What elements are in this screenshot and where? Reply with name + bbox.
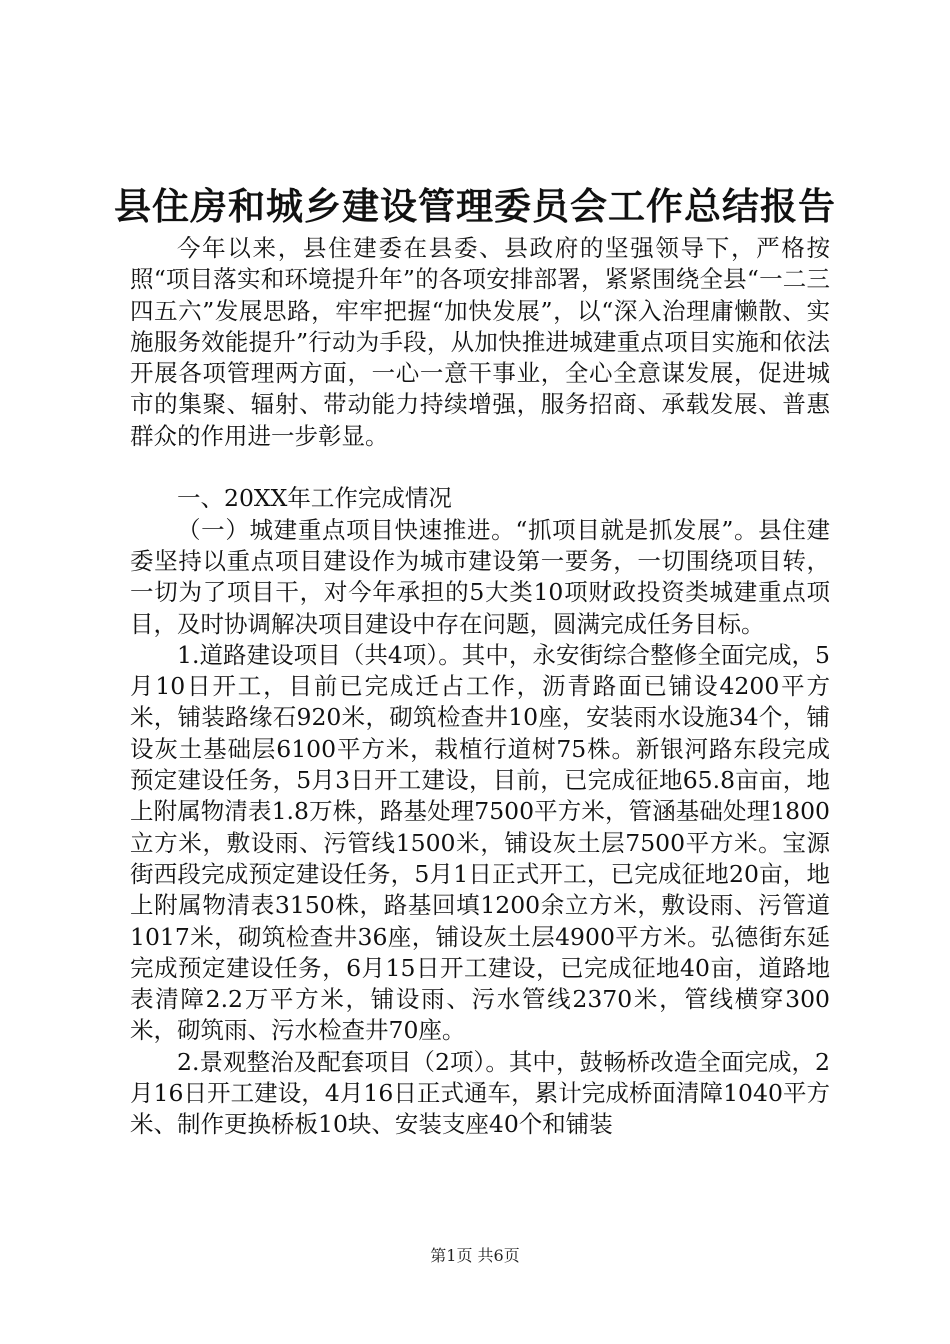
road-projects-paragraph: 1.道路建设项目（共4项）。其中，永安街综合整修全面完成，5月10日开工，目前已完成迁占工作，沥青路面已铺设4200平方米，铺装路缘石920米，砌筑检查井10座，安装雨水设施34个，铺设灰土基础层6100平方米，栽植行道树75株。新银河路东段完成预定建设任务，5月3日开工建设，目前，已完成征地65.8亩亩，地上附属物清表1.8万株，路基处理7500平方米，管涵基础处理1800立方米，敷设雨、污管线1500米，铺设灰土层7500平方米。宝源街西段完成预定建设任务，5月1日正式开工，已完成征地20亩，地上附属物清表3150株，路基回填1200余立方米，敷设雨、污管道1017米，砌筑检查井36座，铺设灰土层4900平方米。弘德街东延完成预定建设任务，6月15日开工建设，已完成征地40亩，道路地表清障2.2万平方米，铺设雨、污水管线2370米，管线横穿300米，砌筑雨、污水检查井70座。: [130, 640, 830, 1045]
subsection-paragraph: （一）城建重点项目快速推进。“抓项目就是抓发展”。县住建委坚持以重点项目建设作为城市建设第一要务，一切围绕项目转，一切为了项目干，对今年承担的5大类10项财政投资类城建重点项目，及时协调解决项目建设中存在问题，圆满完成任务目标。: [130, 515, 830, 638]
document-title: 县住房和城乡建设管理委员会工作总结报告: [114, 185, 836, 228]
intro-paragraph: 今年以来，县住建委在县委、县政府的坚强领导下，严格按照“项目落实和环境提升年”的各项安排部署，紧紧围绕全县“一二三四五六”发展思路，牢牢把握“加快发展”，以“深入治理庸懒散、实施服务效能提升”行动为手段，从加快推进城建重点项目实施和依法开展各项管理两方面，一心一意干事业，全心全意谋发展，促进城市的集聚、辐射、带动能力持续增强，服务招商、承载发展、普惠群众的作用进一步彰显。: [130, 234, 830, 450]
blank-line: [130, 452, 830, 483]
landscape-projects-paragraph: 2.景观整治及配套项目（2项）。其中，鼓畅桥改造全面完成，2月16日开工建设，4月16日正式通车，累计完成桥面清障1040平方米、制作更换桥板10块、安装支座40个和铺装: [130, 1047, 830, 1139]
section-heading: 一、20XX年工作完成情况: [177, 484, 452, 513]
page-footer: 第1页 共6页: [430, 1246, 520, 1265]
document-body: [130, 233, 830, 1141]
